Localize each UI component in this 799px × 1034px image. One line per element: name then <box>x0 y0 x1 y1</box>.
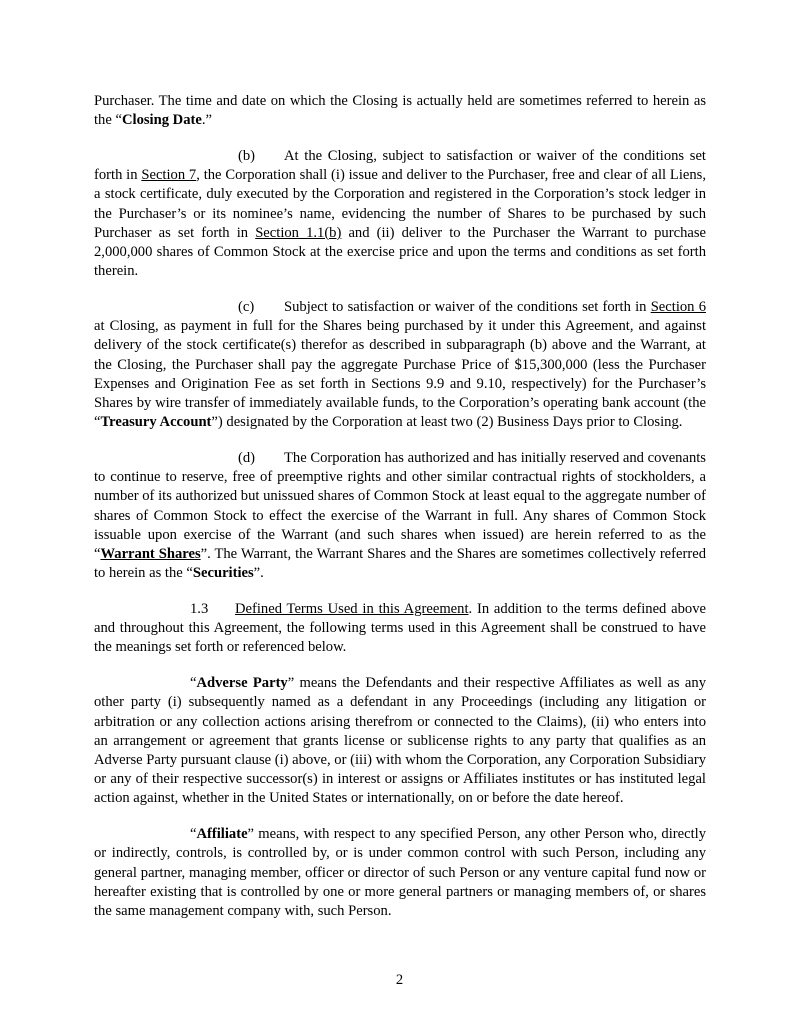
paragraph-c: (c) Subject to satisfaction or waiver of the conditions set forth in Section 6 at Closing, as payment in full for the Shares being purchased by it under this Agreement, and against delivery of the stock certificate(s) therefor as described in subparagraph (b) above and the Warrant, at the Closing, the Purchaser shall pay the aggregate Purchase Price of $15,300,000 (less the Purchaser Expenses and Origination Fee as set forth in Sections 9.9 and 9.10, respectively) for the Purchaser’s Shares by wire transfer of immediately available funds, to the Corporation’s operating bank account (the “Treasury Account”) designated by the Corporation at least two (2) Business Days prior to Closing. <box>94 299 706 431</box>
section-heading: Defined Terms Used in this Agreement <box>235 601 469 618</box>
paragraph-label: (d) <box>238 450 256 467</box>
defined-term: Warrant Shares <box>100 546 201 563</box>
section-reference: Section 1.1(b) <box>255 224 342 241</box>
document-page <box>94 92 706 938</box>
definition-adverse-party: “Adverse Party” means the Defendants and their respective Affiliates as well as any other party (i) subsequently named as a defendant in any Proceedings (including any litigation or arbitration or any collection actions arising therefrom or connected to the Claims), (ii) who enters into an arrangement or agreement that grants license or sublicense rights to any party that qualifies as an Adverse Party pursuant clause (i) above, or (iii) with whom the Corporation, any Corporation Subsidiary or any of their respective successor(s) in interest or assigns or Affiliates institutes or has instituted legal action against, whether in the United States or internationally, on or before the date hereof. <box>94 675 706 807</box>
paragraph-d: (d) The Corporation has authorized and has initially reserved and covenants to continue to reserve, free of preemptive rights and other similar contractual rights of stockholders, a number of its authorized but unissued shares of Common Stock at least equal to the aggregate number of shares of Common Stock to effect the exercise of the Warrant in full. Any shares of Common Stock issuable upon exercise of the Warrant (and such shares when issued) are herein referred to as the “Warrant Shares”. The Warrant, the Warrant Shares and the Shares are sometimes collectively referred to herein as the “Securities”. <box>94 450 706 582</box>
section-number: 1.3 <box>190 601 209 618</box>
defined-term: Securities <box>192 565 254 582</box>
section-reference: Section 6 <box>650 299 706 316</box>
defined-term: Treasury Account <box>100 414 212 431</box>
defined-term: Adverse Party <box>196 675 288 692</box>
closing-date-paragraph: Purchaser. The time and date on which the Closing is actually held are sometimes referred to herein as the “Closing Date.” <box>94 93 706 129</box>
section-reference: Section 7 <box>141 167 197 184</box>
paragraph-b: (b) At the Closing, subject to satisfaction or waiver of the conditions set forth in Section 7, the Corporation shall (i) issue and deliver to the Purchaser, free and clear of all Liens, a stock certificate, duly executed by the Corporation and registered in the Corporation’s stock ledger in the Purchaser’s or its nominee’s name, evidencing the number of Shares to be purchased by such Purchaser as set forth in Section 1.1(b) and (ii) deliver to the Purchaser the Warrant to purchase 2,000,000 shares of Common Stock at the exercise price and upon the terms and conditions as set forth therein. <box>94 148 706 280</box>
defined-term: Affiliate <box>196 826 248 843</box>
defined-term: Closing Date <box>121 112 202 129</box>
paragraph-label: (b) <box>238 148 256 164</box>
page-number: 2 <box>395 972 404 988</box>
paragraph-label: (c) <box>238 299 255 316</box>
definition-affiliate: “Affiliate” means, with respect to any specified Person, any other Person who, directly or indirectly, controls, is controlled by, or is under common control with such Person, including any general partner, managing member, officer or director of such Person or any venture capital fund now or hereafter existing that is controlled by one or more general partners or managing members of, or shares the same management company with, such Person. <box>94 826 706 920</box>
section-1-3: 1.3 Defined Terms Used in this Agreement. In addition to the terms defined above and throughout this Agreement, the following terms used in this Agreement shall be construed to have the meanings set forth or referenced below. <box>94 601 706 656</box>
